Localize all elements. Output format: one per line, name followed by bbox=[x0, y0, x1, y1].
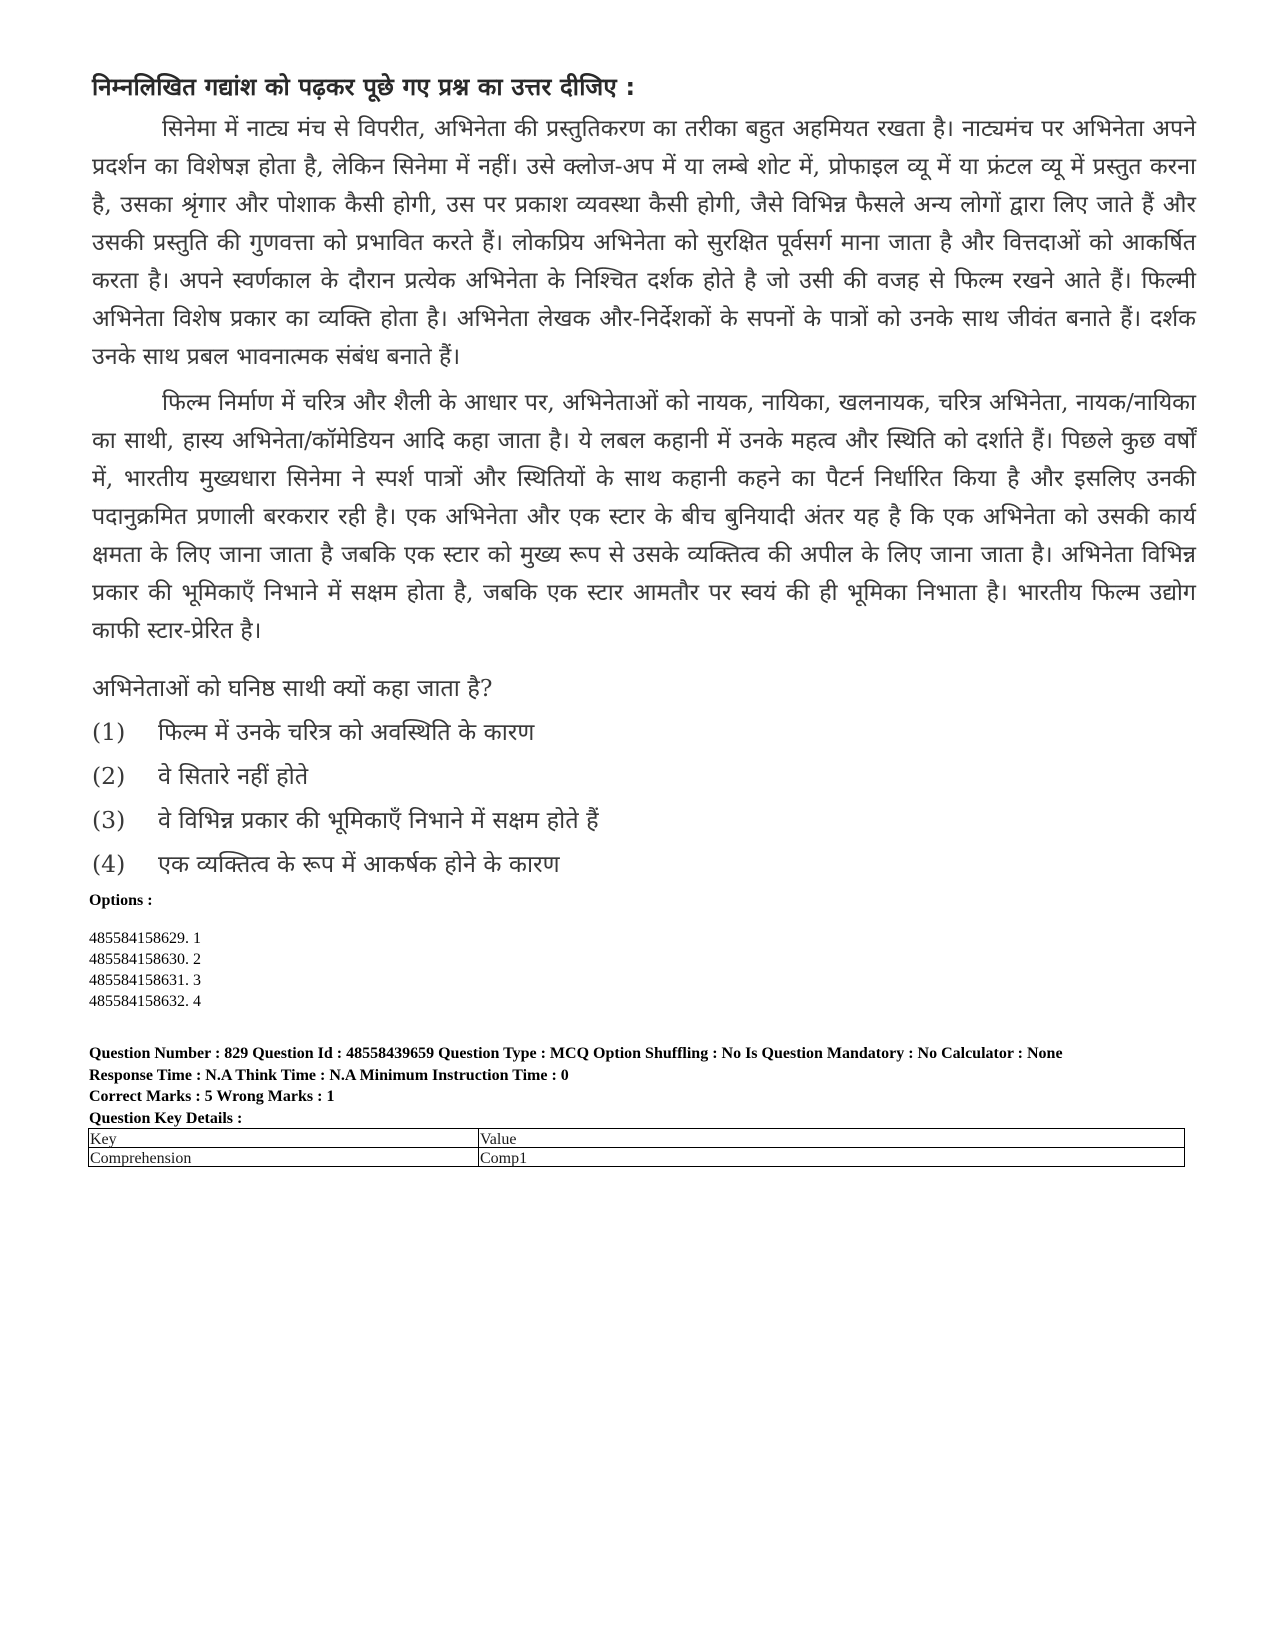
option-item: 485584158632. 4 bbox=[89, 993, 201, 1010]
question-info-line: Response Time : N.A Think Time : N.A Minimum Instruction Time : 0 bbox=[89, 1066, 569, 1084]
option-list bbox=[89, 928, 201, 1012]
choice-text: वे विभिन्न प्रकार की भूमिकाएँ निभाने में सक्षम होते हैं bbox=[158, 806, 599, 834]
question-info-line: Question Key Details : bbox=[89, 1109, 243, 1127]
choice-number: (1) bbox=[92, 718, 126, 746]
question-info bbox=[89, 1043, 1063, 1129]
choice-text: एक व्यक्तित्व के रूप में आकर्षक होने के कारण bbox=[158, 850, 560, 878]
options-label: Options : bbox=[89, 892, 153, 909]
table-cell-key: Comprehension bbox=[89, 1148, 479, 1167]
question-info-line: Question Number : 829 Question Id : 48558439659 Question Type : MCQ Option Shuffling : No Is Question Mandatory : No Calculator : None bbox=[89, 1045, 1063, 1062]
choice-number: (4) bbox=[92, 850, 126, 878]
choice-number: (2) bbox=[92, 762, 126, 790]
table-cell-value: Comp1 bbox=[479, 1148, 1185, 1167]
option-item: 485584158629. 1 bbox=[89, 930, 201, 947]
passage-paragraph-1: सिनेमा में नाट्य मंच से विपरीत, अभिनेता की प्रस्तुतिकरण का तरीका बहुत अहमियत रखता है। नाट्यमंच पर अभिनेता अपने प्रदर्शन का विशेषज्ञ होता है, लेकिन सिनेमा में नहीं। उसे क्लोज-अप में या लम्बे शोट में, प्रोफाइल व्यू में या फ्रंटल व्यू में प्रस्तुत करना है, उसका श्रृंगार और पोशाक कैसी होगी, उस पर प्रकाश व्यवस्था कैसी होगी, जैसे विभिन्न फैसले अन्य लोगों द्वारा लिए जाते हैं और उसकी प्रस्तुति की गुणवत्ता को प्रभावित करते हैं। लोकप्रिय अभिनेता को सुरक्षित पूर्वसर्ग माना जाता है और वित्तदाओं को आकर्षित करता है। अपने स्वर्णकाल के दौरान प्रत्येक अभिनेता के निश्चित दर्शक होते है जो उसी की वजह से फिल्म रखने आते हैं। फिल्मी अभिनेता विशेष प्रकार का व्यक्ति होता है। अभिनेता लेखक और-निर्देशकों के सपनों के पात्रों को उनके साथ जीवंत बनाते हैं। दर्शक उनके साथ प्रबल भावनात्मक संबंध बनाते हैं। bbox=[92, 115, 1196, 370]
choice-1 bbox=[92, 710, 1196, 754]
passage-heading: निम्नलिखित गद्यांश को पढ़कर पूछे गए प्रश्न का उत्तर दीजिए : bbox=[92, 73, 636, 101]
table-row bbox=[89, 1148, 1185, 1167]
choice-number: (3) bbox=[92, 806, 126, 834]
option-item: 485584158631. 3 bbox=[89, 972, 201, 989]
choice-text: फिल्म में उनके चरित्र को अवस्थिति के कारण bbox=[158, 718, 535, 746]
table-header-row bbox=[89, 1129, 1185, 1148]
choice-2 bbox=[92, 754, 1196, 798]
option-item: 485584158630. 2 bbox=[89, 951, 201, 968]
choice-text: वे सितारे नहीं होते bbox=[158, 762, 309, 790]
question-text: अभिनेताओं को घनिष्ठ साथी क्यों कहा जाता है? bbox=[92, 674, 493, 702]
passage-image bbox=[84, 60, 1196, 886]
table-header-key: Key bbox=[89, 1129, 479, 1148]
choice-3 bbox=[92, 798, 1196, 842]
question-key-table bbox=[88, 1128, 1185, 1167]
passage-paragraph-2: फिल्म निर्माण में चरित्र और शैली के आधार पर, अभिनेताओं को नायक, नायिका, खलनायक, चरित्र अभिनेता, नायक/नायिका का साथी, हास्य अभिनेता/कॉमेडियन आदि कहा जाता है। ये लबल कहानी में उनके महत्व और स्थिति को दर्शाते हैं। पिछले कुछ वर्षों में, भारतीय मुख्यधारा सिनेमा ने स्पर्श पात्रों और स्थितियों के साथ कहानी कहने का पैटर्न निर्धारित किया है और इसलिए उनकी पदानुक्रमित प्रणाली बरकरार रही है। एक अभिनेता और एक स्टार के बीच बुनियादी अंतर यह है कि एक अभिनेता को उसकी कार्य क्षमता के लिए जाना जाता है जबकि एक स्टार को मुख्य रूप से उसके व्यक्तित्व की अपील के लिए जाना जाता है। अभिनेता विभिन्न प्रकार की भूमिकाएँ निभाने में सक्षम होता है, जबकि एक स्टार आमतौर पर स्वयं की ही भूमिका निभाता है। भारतीय फिल्म उद्योग काफी स्टार-प्रेरित है। bbox=[92, 389, 1196, 644]
choice-4 bbox=[92, 842, 1196, 886]
table-header-value: Value bbox=[479, 1129, 1185, 1148]
question-info-line: Correct Marks : 5 Wrong Marks : 1 bbox=[89, 1088, 335, 1105]
